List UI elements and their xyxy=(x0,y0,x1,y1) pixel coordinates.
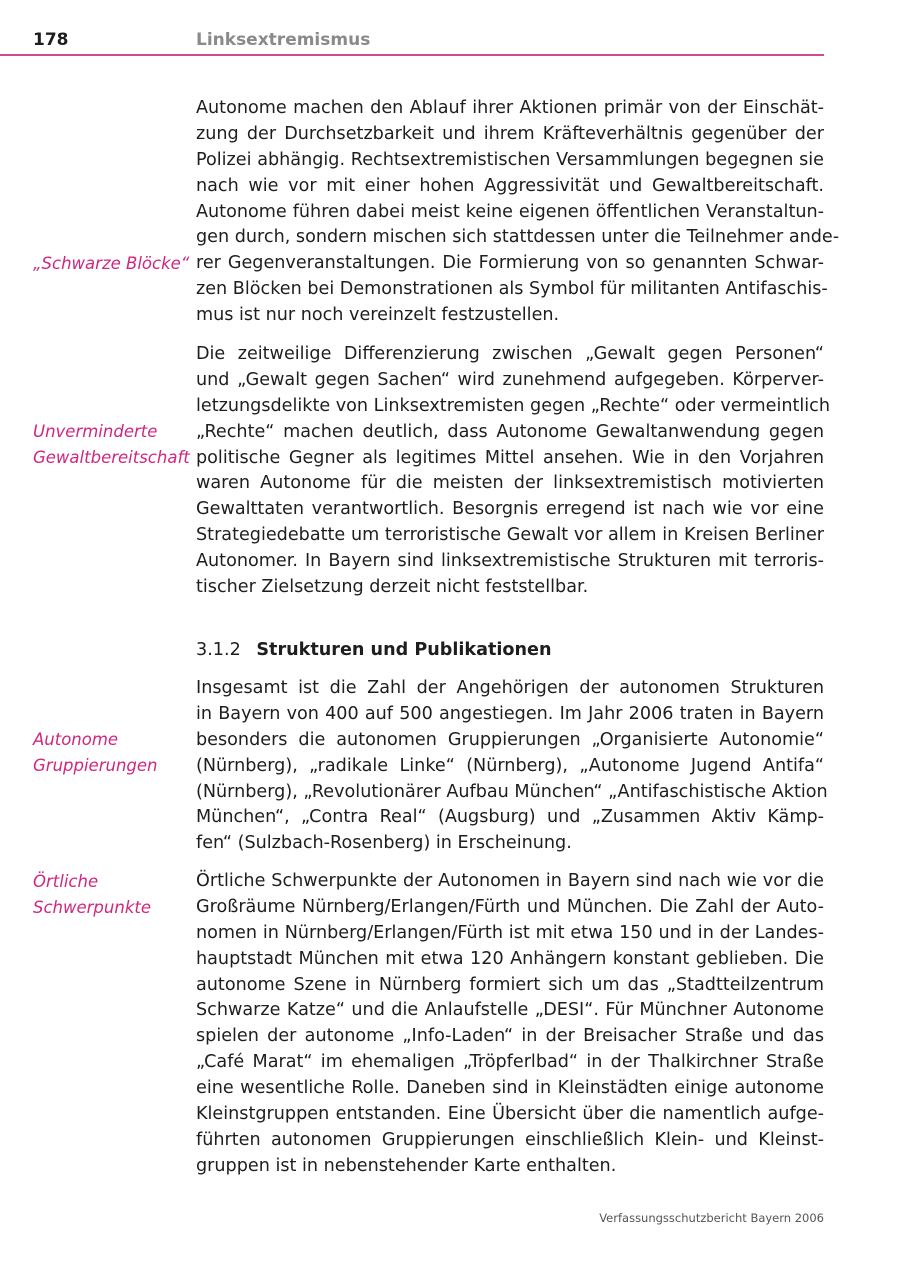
text-line: mus ist nur noch vereinzelt festzustellen. xyxy=(196,305,560,326)
paragraph-autonome-aktionen xyxy=(196,96,840,329)
text-line: Strategiedebatte um terroristische Gewalt vor allem in Kreisen Berliner xyxy=(196,525,824,546)
running-title: Linksextremismus xyxy=(196,30,371,50)
text-line: letzungsdelikte von Linksextremisten gegen „Rechte“ oder vermeintlich xyxy=(196,395,830,416)
section-heading xyxy=(196,637,824,663)
text-line: Die zeitweilige Differenzierung zwischen „Gewalt gegen Personen“ xyxy=(196,344,824,364)
text-line: nomen in Nürnberg/Erlangen/Fürth ist mit etwa 150 und in der Landes- xyxy=(196,922,824,943)
margin-note-autonome-line2: Gruppierungen xyxy=(33,756,158,775)
margin-note-gewalt-line2: Gewaltbereitschaft xyxy=(33,448,190,467)
text-line: nach wie vor mit einer hohen Aggressivität und Gewaltbereitschaft. xyxy=(196,175,824,196)
text-line: gruppen ist in nebenstehender Karte enthalten. xyxy=(196,1155,617,1176)
text-line: Kleinstgruppen entstanden. Eine Übersicht über die namentlich aufge- xyxy=(196,1104,824,1125)
text-line: „Café Marat“ im ehemaligen „Tröpferlbad“ in der Thalkirchner Straße xyxy=(196,1052,824,1073)
text-line: Insgesamt ist die Zahl der Angehörigen der autonomen Strukturen xyxy=(196,678,824,698)
page-footer: Verfassungsschutzbericht Bayern 2006 xyxy=(599,1211,824,1225)
text-line: „Rechte“ machen deutlich, dass Autonome Gewaltanwendung gegen xyxy=(196,421,824,442)
text-line: spielen der autonome „Info-Laden“ in der Breisacher Straße und das xyxy=(196,1026,824,1047)
text-line: Autonomer. In Bayern sind linksextremistische Strukturen mit terroris- xyxy=(196,551,824,572)
text-line: hauptstadt München mit etwa 120 Anhängern konstant geblieben. Die xyxy=(196,948,824,969)
text-line: tischer Zielsetzung derzeit nicht feststellbar. xyxy=(196,577,589,598)
text-line: und „Gewalt gegen Sachen“ wird zunehmend aufgegeben. Körperver- xyxy=(196,369,824,390)
paragraph-schwerpunkte xyxy=(196,869,824,1180)
margin-note-autonome-line1: Autonome xyxy=(33,730,119,749)
section-number: 3.1.2 xyxy=(196,640,241,660)
header-rule xyxy=(0,54,824,56)
page-number: 178 xyxy=(33,30,69,50)
text-line: in Bayern von 400 auf 500 angestiegen. Im Jahr 2006 traten in Bayern xyxy=(196,703,824,724)
text-line: Schwarze Katze“ und die Anlaufstelle „DESI“. Für Münchner Autonome xyxy=(196,1000,824,1021)
paragraph-strukturen xyxy=(196,676,828,857)
text-line: fen“ (Sulzbach-Rosenberg) in Erscheinung. xyxy=(196,833,572,854)
text-line: (Nürnberg), „radikale Linke“ (Nürnberg), „Autonome Jugend Antifa“ xyxy=(196,755,824,776)
margin-note-oertliche-line2: Schwerpunkte xyxy=(33,898,151,917)
text-line: autonome Szene in Nürnberg formiert sich um das „Stadtteilzentrum xyxy=(196,974,824,995)
text-line: Polizei abhängig. Rechtsextremistischen Versammlungen begegnen sie xyxy=(196,149,824,170)
text-line: München“, „Contra Real“ (Augsburg) und „Zusammen Aktiv Kämp- xyxy=(196,807,824,828)
section-title: Strukturen und Publikationen xyxy=(256,640,552,660)
text-line: Autonome führen dabei meist keine eigenen öffentlichen Veranstaltun- xyxy=(196,201,824,222)
text-line: besonders die autonomen Gruppierungen „Organisierte Autonomie“ xyxy=(196,729,824,750)
text-line: Großräume Nürnberg/Erlangen/Fürth und München. Die Zahl der Auto- xyxy=(196,896,824,917)
text-line: zen Blöcken bei Demonstrationen als Symbol für militanten Antifaschis- xyxy=(196,279,828,300)
text-line: Autonome machen den Ablauf ihrer Aktionen primär von der Einschät- xyxy=(196,98,824,118)
page-header xyxy=(0,0,824,56)
margin-note-gewalt-line1: Unverminderte xyxy=(33,422,158,441)
text-line: gen durch, sondern mischen sich stattdessen unter die Teilnehmer ande- xyxy=(196,227,840,248)
text-line: führten autonomen Gruppierungen einschließlich Klein- und Kleinst- xyxy=(196,1129,824,1150)
text-line: Örtliche Schwerpunkte der Autonomen in Bayern sind nach wie vor die xyxy=(196,871,824,891)
text-line: waren Autonome für die meisten der linksextremistisch motivierten xyxy=(196,473,824,494)
margin-note-schwarze-bloecke: „Schwarze Blöcke“ xyxy=(33,254,190,273)
text-line: rer Gegenveranstaltungen. Die Formierung von so genannten Schwar- xyxy=(196,253,824,274)
margin-note-oertliche-line1: Örtliche xyxy=(33,872,99,891)
text-line: Gewalttaten verantwortlich. Besorgnis erregend ist nach wie vor eine xyxy=(196,499,824,520)
text-line: zung der Durchsetzbarkeit und ihrem Kräfteverhältnis gegenüber der xyxy=(196,123,824,144)
text-line: (Nürnberg), „Revolutionärer Aufbau München“ „Antifaschistische Aktion xyxy=(196,781,828,802)
text-line: politische Gegner als legitimes Mittel ansehen. Wie in den Vorjahren xyxy=(196,447,824,468)
paragraph-gewalt xyxy=(196,342,830,601)
text-line: eine wesentliche Rolle. Daneben sind in Kleinstädten einige autonome xyxy=(196,1078,824,1099)
